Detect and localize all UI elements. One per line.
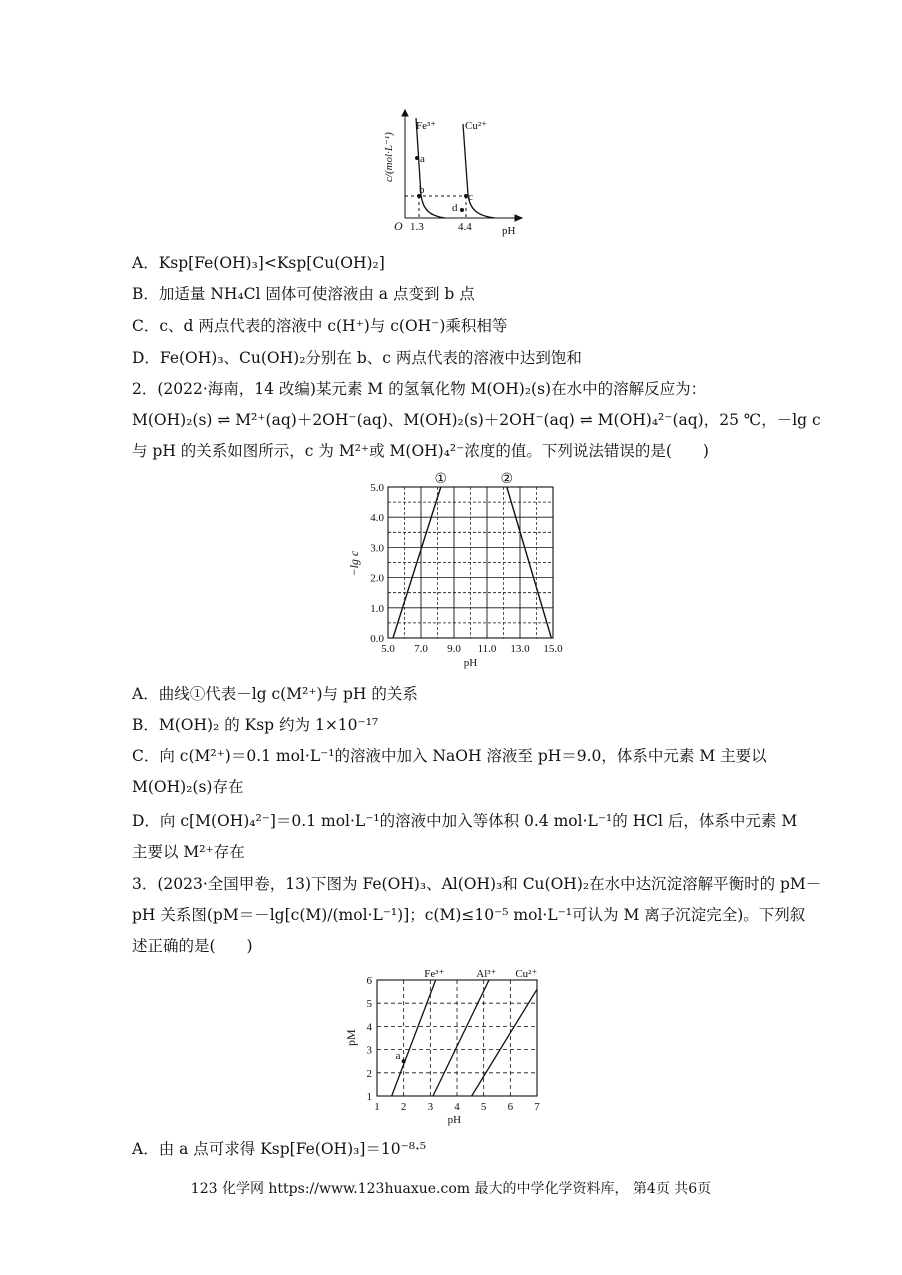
fig3-curve-label-cu: Cu²⁺ [515, 968, 538, 980]
q2-option-c-line-1: C．向 c(M²⁺)＝0.1 mol·L⁻¹的溶液中加入 NaOH 溶液至 pH＝9.0，体系中元素 M 主要以 [132, 747, 767, 765]
fig1-xlabel: pH [502, 225, 516, 237]
fig3-xtick: 7 [534, 1101, 540, 1113]
fig2-ytick: 0.0 [370, 633, 384, 645]
fig3-xtick: 4 [454, 1101, 460, 1113]
fig3-curve-fe [392, 980, 436, 1096]
page-footer: 123 化学网 https://www.123huaxue.com 最大的中学化学资料库， 第4页 共6页 [190, 1181, 712, 1197]
fig2-curve-label-1: ① [434, 472, 448, 487]
figure-2-neglogc-vs-ph [345, 470, 575, 675]
fig3-curve-label-al: Al³⁺ [476, 968, 497, 980]
fig3-ytick: 4 [366, 1021, 372, 1034]
fig2-xtick: 9.0 [447, 643, 461, 655]
fig2-ytick: 2.0 [370, 572, 384, 585]
q2-option-a: A．曲线①代表－lg c(M²⁺)与 pH 的关系 [132, 685, 418, 703]
fig2-ytick: 5.0 [370, 482, 384, 494]
fig3-point-a-label: a [395, 1050, 401, 1063]
fig3-ytick: 6 [366, 975, 372, 987]
fig3-ytick: 3 [366, 1044, 372, 1057]
fig1-origin: O [394, 219, 403, 233]
fig1-curve-cu: Cu²⁺ [465, 120, 487, 132]
q2-stem-line-1: 2．(2022·海南，14 改编)某元素 M 的氢氧化物 M(OH)₂(s)在水中的溶解反应为： [132, 380, 707, 398]
point-a [415, 156, 419, 160]
figure-1-concentration-vs-ph [370, 110, 530, 240]
q2-stem-line-2: M(OH)₂(s) ⇌ M²⁺(aq)＋2OH⁻(aq)、M(OH)₂(s)＋2OH⁻(aq) ⇌ M(OH)₄²⁻(aq)，25 ℃，－lg c [132, 411, 821, 429]
point-d [460, 208, 464, 212]
q3-option-a: A．由 a 点可求得 Ksp[Fe(OH)₃]＝10⁻⁸·⁵ [132, 1140, 427, 1158]
q2-stem-line-3: 与 pH 的关系如图所示，c 为 M²⁺或 M(OH)₄²⁻浓度的值。下列说法错误的是( ) [132, 442, 709, 460]
fig3-ylabel: pM [344, 1029, 358, 1046]
fig1-label-d: d [452, 202, 458, 214]
fig3-xtick: 6 [507, 1101, 514, 1113]
fig3-xtick: 3 [427, 1101, 434, 1113]
fig2-ylabel: −lg c [347, 550, 361, 577]
q1-option-d: D．Fe(OH)₃、Cu(OH)₂分别在 b、c 两点代表的溶液中达到饱和 [132, 349, 582, 367]
fig1-xtick-1: 1.3 [410, 221, 424, 233]
fig1-label-b: b [419, 184, 425, 196]
fig3-xtick: 5 [480, 1101, 487, 1113]
fig3-curve-al [433, 980, 489, 1096]
fig1-label-c: c [468, 191, 473, 203]
q1-option-b: B．加适量 NH₄Cl 固体可使溶液由 a 点变到 b 点 [132, 285, 475, 303]
fig1-label-a: a [420, 153, 425, 165]
fig3-xtick: 1 [374, 1101, 380, 1113]
fig2-xtick: 5.0 [381, 643, 395, 655]
q3-stem-line-3: 述正确的是( ) [132, 937, 253, 955]
q2-option-c-line-2: M(OH)₂(s)存在 [132, 778, 244, 796]
q3-stem-line-2: pH 关系图(pM＝－lg[c(M)/(mol·L⁻¹)]；c(M)≤10⁻⁵ mol·L⁻¹可认为 M 离子沉淀完全)。下列叙 [132, 906, 806, 924]
q2-option-d-line-1: D．向 c[M(OH)₄²⁻]＝0.1 mol·L⁻¹的溶液中加入等体积 0.4 mol·L⁻¹的 HCl 后，体系中元素 M [132, 812, 798, 830]
q1-option-a: A．Ksp[Fe(OH)₃]<Ksp[Cu(OH)₂] [132, 254, 385, 272]
fig1-ylabel: c/(mol·L⁻¹) [383, 132, 395, 182]
fig3-curve-cu [472, 989, 537, 1096]
fig3-xlabel: pH [447, 1114, 462, 1126]
fig3-ytick: 1 [366, 1091, 372, 1103]
fig2-curve-label-2: ② [500, 472, 514, 487]
fig2-xtick: 7.0 [414, 643, 428, 655]
fig1-curve-fe: Fe³⁺ [416, 120, 437, 132]
fig1-xtick-2: 4.4 [458, 221, 472, 233]
fig2-ytick: 4.0 [370, 512, 384, 525]
fig2-ytick: 1.0 [370, 602, 384, 615]
q2-option-d-line-2: 主要以 M²⁺存在 [132, 843, 245, 861]
fig3-ytick: 2 [366, 1067, 372, 1080]
fig3-ytick: 5 [366, 998, 372, 1011]
fig2-xtick: 15.0 [543, 643, 563, 655]
fig3-curve-label-fe: Fe³⁺ [424, 968, 445, 980]
q2-option-b: B．M(OH)₂ 的 Ksp 约为 1×10⁻¹⁷ [132, 716, 379, 734]
fig2-xtick: 11.0 [477, 643, 497, 655]
fig2-xtick: 13.0 [510, 643, 530, 655]
q1-option-c: C．c、d 两点代表的溶液中 c(H⁺)与 c(OH⁻)乘积相等 [132, 317, 508, 335]
fig2-ytick: 3.0 [370, 542, 384, 555]
figure-3-pm-vs-ph [340, 962, 570, 1132]
fig2-xlabel: pH [463, 657, 478, 669]
fig3-xtick: 2 [400, 1101, 407, 1113]
q3-stem-line-1: 3．(2023·全国甲卷，13)下图为 Fe(OH)₃、Al(OH)₃和 Cu(OH)₂在水中达沉淀溶解平衡时的 pM－ [132, 875, 822, 893]
fig3-point-a [402, 1059, 406, 1063]
